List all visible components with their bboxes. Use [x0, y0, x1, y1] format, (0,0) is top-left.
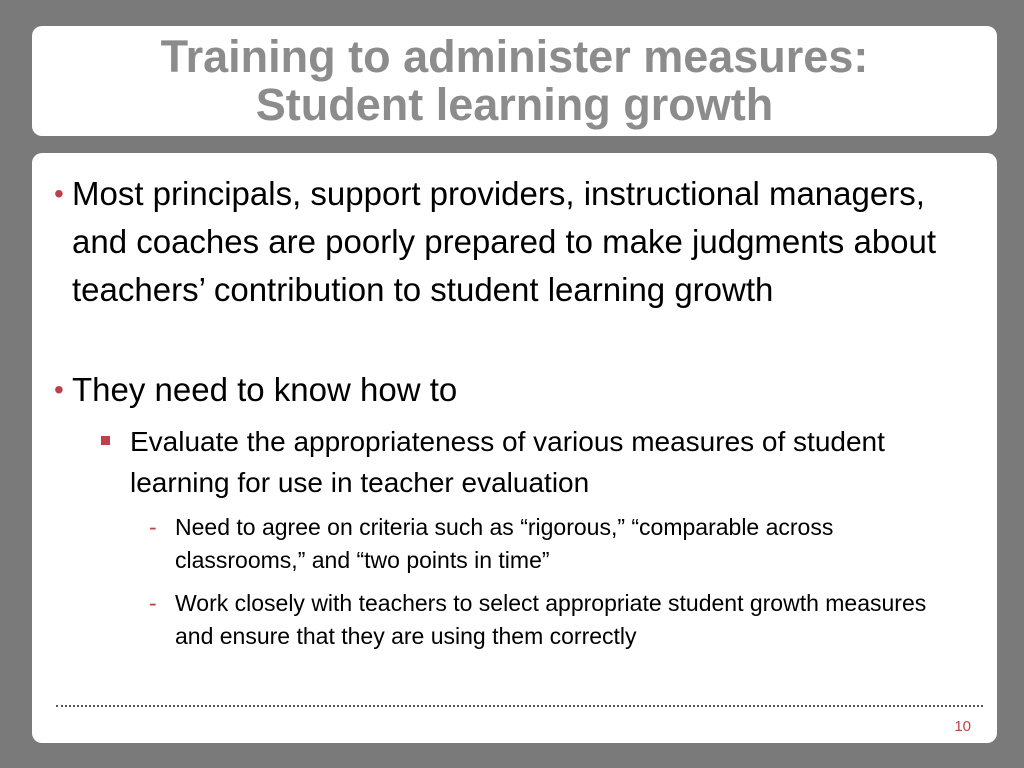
slide-number: 10: [954, 718, 971, 735]
sub-bullet-item: [130, 421, 960, 503]
bullet-dot-icon: •: [54, 178, 64, 209]
title-box: [32, 26, 997, 136]
sub-sub-bullet-item: [149, 511, 935, 577]
square-bullet-icon: [101, 436, 110, 445]
dash-bullet-icon: -: [149, 590, 157, 616]
dash-bullet-icon: -: [149, 514, 157, 540]
bullet-text: They need to know how to: [72, 371, 458, 408]
slide-title-line-2: Student learning growth: [255, 79, 774, 130]
bullet-dot-icon: •: [54, 374, 64, 405]
dotted-divider: [56, 705, 983, 707]
slide-title-line-1: Training to administer measures:: [160, 31, 869, 82]
bullet-item: [54, 170, 952, 314]
bullet-item: [54, 366, 952, 414]
content-box: [32, 153, 997, 743]
sub-sub-bullet-text: Work closely with teachers to select appropriate student growth measures and ensure that they are using them correctly: [175, 590, 927, 649]
sub-bullet-text: Evaluate the appropriateness of various measures of student learning for use in teacher evaluation: [130, 426, 885, 498]
bullet-text: Most principals, support providers, instructional managers, and coaches are poorly prepared to make judgments about teachers’ contribution to student learning growth: [72, 175, 937, 308]
sub-sub-bullet-text: Need to agree on criteria such as “rigorous,” “comparable across classrooms,” and “two points in time”: [175, 514, 834, 573]
sub-sub-bullet-item: [149, 587, 935, 653]
